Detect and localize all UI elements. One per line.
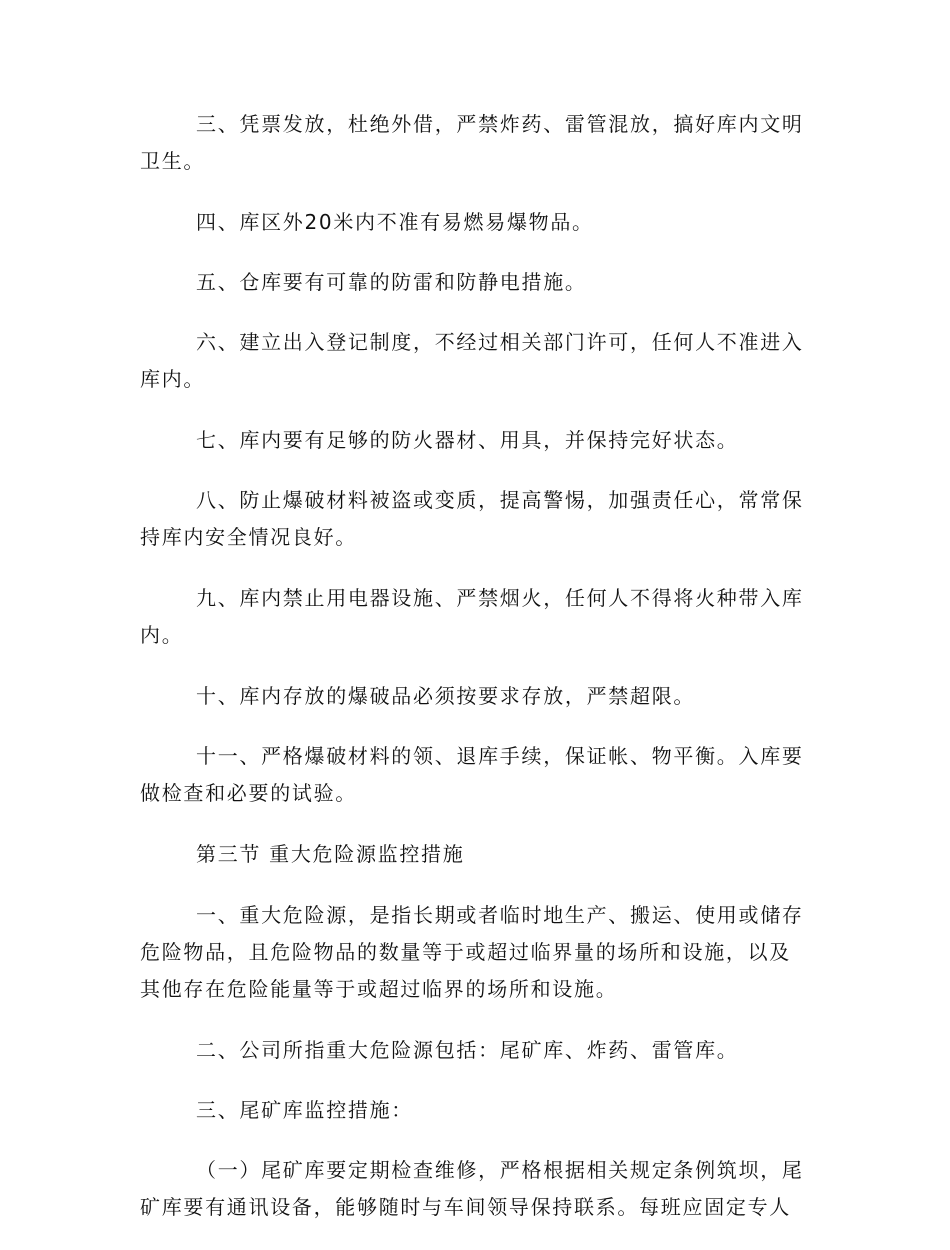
paragraph-item-10: 十、库内存放的爆破品必须按要求存放，严禁超限。 — [196, 684, 696, 708]
section-paragraph-2: 二、公司所指重大危险源包括：尾矿库、炸药、雷管库。 — [196, 1038, 739, 1062]
section-paragraph-3: 三、尾矿库监控措施： — [196, 1098, 413, 1122]
section-paragraph-1: 一、重大危险源，是指长期或者临时地生产、搬运、使用或储存危险物品，且危险物品的数量等于或超过临界量的场所和设施，以及其他存在危险能量等于或超过临界的场所和设施。 — [140, 903, 804, 1001]
paragraph-item-6: 六、建立出入登记制度，不经过相关部门许可，任何人不准进入库内。 — [140, 330, 804, 391]
paragraph-item-8: 八、防止爆破材料被盗或变质，提高警惕，加强责任心，常常保持库内安全情况良好。 — [140, 488, 804, 549]
document-body — [140, 106, 810, 1250]
paragraph-item-11: 十一、严格爆破材料的领、退库手续，保证帐、物平衡。入库要做检查和必要的试验。 — [140, 744, 804, 805]
paragraph-item-4: 四、库区外20米内不准有易燃易爆物品。 — [196, 210, 594, 234]
paragraph-item-9: 九、库内禁止用电器设施、严禁烟火，任何人不得将火种带入库内。 — [140, 586, 804, 647]
section-paragraph-4: （一）尾矿库要定期检查维修，严格根据相关规定条例筑坝，尾矿库要有通讯设备，能够随时与车间领导保持联系。每班应固定专人 — [140, 1158, 804, 1219]
paragraph-item-5: 五、仓库要有可靠的防雷和防静电措施。 — [196, 270, 587, 294]
paragraph-item-7: 七、库内要有足够的防火器材、用具，并保持完好状态。 — [196, 428, 739, 452]
section-heading: 第三节 重大危险源监控措施 — [196, 842, 465, 866]
paragraph-item-3: 三、凭票发放，杜绝外借，严禁炸药、雷管混放，搞好库内文明卫生。 — [140, 112, 804, 173]
